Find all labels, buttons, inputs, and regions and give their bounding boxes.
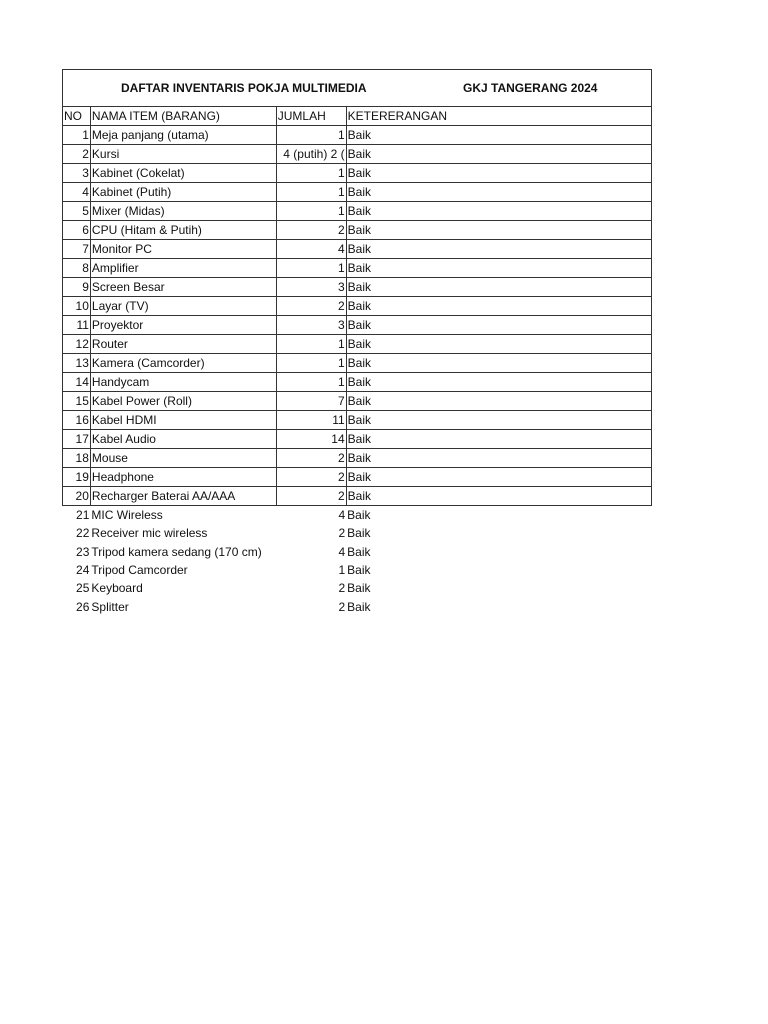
row-jumlah: 4 — [338, 508, 346, 522]
row-jumlah: 1 — [276, 202, 346, 221]
table-row — [63, 297, 652, 316]
table-row — [63, 506, 652, 525]
table-row — [63, 524, 652, 542]
row-nama: Mixer (Midas) — [90, 202, 276, 221]
row-empty-cell — [448, 145, 651, 164]
row-keterangan: Baik — [346, 164, 448, 183]
row-keterangan: Baik — [346, 335, 448, 354]
table-row — [63, 240, 652, 259]
row-nama: Kabel Audio — [90, 430, 276, 449]
row-nama: Headphone — [90, 468, 276, 487]
row-no: 19 — [63, 468, 91, 487]
row-empty-cell — [448, 354, 651, 373]
row-jumlah: 7 — [276, 392, 346, 411]
table-row — [63, 579, 652, 597]
row-jumlah: 1 — [276, 373, 346, 392]
row-keterangan: Baik — [346, 316, 448, 335]
row-keterangan: Baik — [346, 126, 448, 145]
row-empty-cell — [448, 449, 651, 468]
row-empty-cell — [448, 430, 651, 449]
row-jumlah: 4 — [276, 240, 346, 259]
row-keterangan: Baik — [346, 487, 448, 506]
row-keterangan: Baik — [346, 259, 448, 278]
row-jumlah: 2 — [276, 221, 346, 240]
row-nama: Handycam — [90, 373, 276, 392]
row-jumlah: 2 — [338, 581, 346, 596]
header-nama: NAMA ITEM (BARANG) — [90, 107, 276, 126]
row-jumlah: 1 — [276, 126, 346, 145]
row-no: 21 — [76, 508, 90, 522]
row-keterangan: Baik — [347, 581, 371, 596]
row-nama: Mouse — [90, 449, 276, 468]
row-no: 26 — [76, 599, 90, 614]
row-empty-cell — [448, 373, 651, 392]
row-no: 7 — [63, 240, 91, 259]
row-nama: Meja panjang (utama) — [90, 126, 276, 145]
row-jumlah: 1 — [276, 259, 346, 278]
table-row — [63, 542, 652, 560]
row-keterangan: Baik — [346, 468, 448, 487]
row-no: 17 — [63, 430, 91, 449]
row-keterangan: Baik — [346, 202, 448, 221]
table-row — [63, 278, 652, 297]
row-no: 22 — [76, 526, 90, 541]
row-nama: Recharger Baterai AA/AAA — [90, 487, 276, 506]
row-empty-cell — [448, 164, 651, 183]
row-nama: Amplifier — [90, 259, 276, 278]
row-empty-cell — [448, 259, 651, 278]
row-jumlah: 3 — [276, 316, 346, 335]
row-nama: Kabinet (Putih) — [90, 183, 276, 202]
table-row — [63, 392, 652, 411]
table-row — [63, 468, 652, 487]
row-no: 3 — [63, 164, 91, 183]
row-no: 14 — [63, 373, 91, 392]
row-jumlah: 11 — [276, 411, 346, 430]
row-no: 25 — [76, 581, 90, 596]
row-nama: Tripod kamera sedang (170 cm) — [91, 544, 262, 559]
header-keterangan: KETERERANGAN — [346, 107, 448, 126]
row-keterangan: Baik — [347, 562, 371, 577]
row-nama: Kabinet (Cokelat) — [90, 164, 276, 183]
row-nama: Layar (TV) — [90, 297, 276, 316]
row-keterangan: Baik — [346, 354, 448, 373]
row-empty-cell — [448, 468, 651, 487]
table-row — [63, 335, 652, 354]
row-nama: Monitor PC — [90, 240, 276, 259]
row-no: 12 — [63, 335, 91, 354]
row-jumlah: 1 — [276, 354, 346, 373]
row-no: 24 — [76, 562, 90, 577]
row-nama: Tripod Camcorder — [91, 562, 188, 577]
table-row — [63, 145, 652, 164]
row-nama: Keyboard — [91, 581, 143, 596]
row-empty-cell — [448, 278, 651, 297]
table-row — [63, 259, 652, 278]
row-nama: Kabel Power (Roll) — [90, 392, 276, 411]
organization-year: GKJ TANGERANG 2024 — [463, 81, 598, 95]
row-no: 16 — [63, 411, 91, 430]
table-header-row — [63, 107, 652, 126]
row-no: 8 — [63, 259, 91, 278]
row-no: 20 — [63, 487, 91, 506]
row-nama: MIC Wireless — [91, 508, 163, 522]
row-jumlah: 2 — [276, 449, 346, 468]
table-row — [63, 354, 652, 373]
row-keterangan: Baik — [346, 278, 448, 297]
row-nama: Kursi — [90, 145, 276, 164]
row-keterangan: Baik — [346, 240, 448, 259]
row-empty-cell — [448, 221, 651, 240]
row-empty-cell — [448, 126, 651, 145]
row-nama: Receiver mic wireless — [91, 526, 208, 541]
row-keterangan: Baik — [346, 449, 448, 468]
row-nama: Kabel HDMI — [90, 411, 276, 430]
row-keterangan: Baik — [346, 145, 448, 164]
row-empty-cell — [448, 202, 651, 221]
row-nama: Screen Besar — [90, 278, 276, 297]
row-keterangan: Baik — [347, 526, 371, 541]
row-nama: Kamera (Camcorder) — [90, 354, 276, 373]
table-row — [63, 449, 652, 468]
table-row — [63, 373, 652, 392]
row-empty-cell — [448, 240, 651, 259]
row-keterangan: Baik — [346, 297, 448, 316]
table-row — [63, 126, 652, 145]
table-row — [63, 487, 652, 506]
row-keterangan: Baik — [346, 430, 448, 449]
row-keterangan: Baik — [346, 183, 448, 202]
row-no: 11 — [63, 316, 91, 335]
inventory-sheet — [62, 69, 652, 616]
row-empty-cell — [448, 335, 651, 354]
row-no: 15 — [63, 392, 91, 411]
row-jumlah: 2 — [276, 297, 346, 316]
document-title: DAFTAR INVENTARIS POKJA MULTIMEDIA — [121, 81, 367, 95]
row-jumlah: 4 — [338, 544, 346, 559]
header-empty-cell — [448, 107, 651, 126]
row-keterangan: Baik — [347, 508, 371, 522]
row-no: 4 — [63, 183, 91, 202]
row-empty-cell — [448, 487, 651, 506]
row-jumlah: 2 — [276, 468, 346, 487]
row-no: 13 — [63, 354, 91, 373]
row-jumlah: 1 — [276, 164, 346, 183]
row-no: 9 — [63, 278, 91, 297]
row-no: 2 — [63, 145, 91, 164]
table-row — [63, 164, 652, 183]
row-jumlah: 1 — [338, 562, 346, 577]
row-keterangan: Baik — [346, 392, 448, 411]
table-row — [63, 561, 652, 579]
row-keterangan: Baik — [346, 411, 448, 430]
title-box — [62, 69, 652, 107]
row-empty-cell — [448, 316, 651, 335]
row-empty-cell — [448, 183, 651, 202]
row-no: 6 — [63, 221, 91, 240]
table-row — [63, 202, 652, 221]
row-nama: Router — [90, 335, 276, 354]
table-row — [63, 598, 652, 616]
inventory-table — [62, 106, 652, 616]
row-jumlah: 14 — [276, 430, 346, 449]
row-no: 10 — [63, 297, 91, 316]
row-no: 1 — [63, 126, 91, 145]
row-keterangan: Baik — [347, 599, 371, 614]
row-empty-cell — [448, 297, 651, 316]
row-jumlah: 1 — [276, 335, 346, 354]
row-keterangan: Baik — [346, 221, 448, 240]
row-nama: CPU (Hitam & Putih) — [90, 221, 276, 240]
row-jumlah: 2 — [338, 526, 346, 541]
table-row — [63, 316, 652, 335]
row-keterangan: Baik — [346, 373, 448, 392]
table-row — [63, 183, 652, 202]
row-keterangan: Baik — [347, 544, 371, 559]
row-nama: Proyektor — [90, 316, 276, 335]
row-no: 18 — [63, 449, 91, 468]
row-no: 5 — [63, 202, 91, 221]
table-row — [63, 430, 652, 449]
row-jumlah: 1 — [276, 183, 346, 202]
table-row — [63, 221, 652, 240]
header-no: NO — [63, 107, 91, 126]
table-row — [63, 411, 652, 430]
row-nama: Splitter — [91, 599, 129, 614]
header-jumlah: JUMLAH — [276, 107, 346, 126]
row-jumlah: 2 — [276, 487, 346, 506]
row-jumlah: 2 — [338, 599, 346, 614]
row-empty-cell — [448, 392, 651, 411]
row-no: 23 — [76, 544, 90, 559]
row-empty-cell — [448, 411, 651, 430]
row-jumlah: 3 — [276, 278, 346, 297]
row-jumlah: 4 (putih) 2 ( — [276, 145, 346, 164]
